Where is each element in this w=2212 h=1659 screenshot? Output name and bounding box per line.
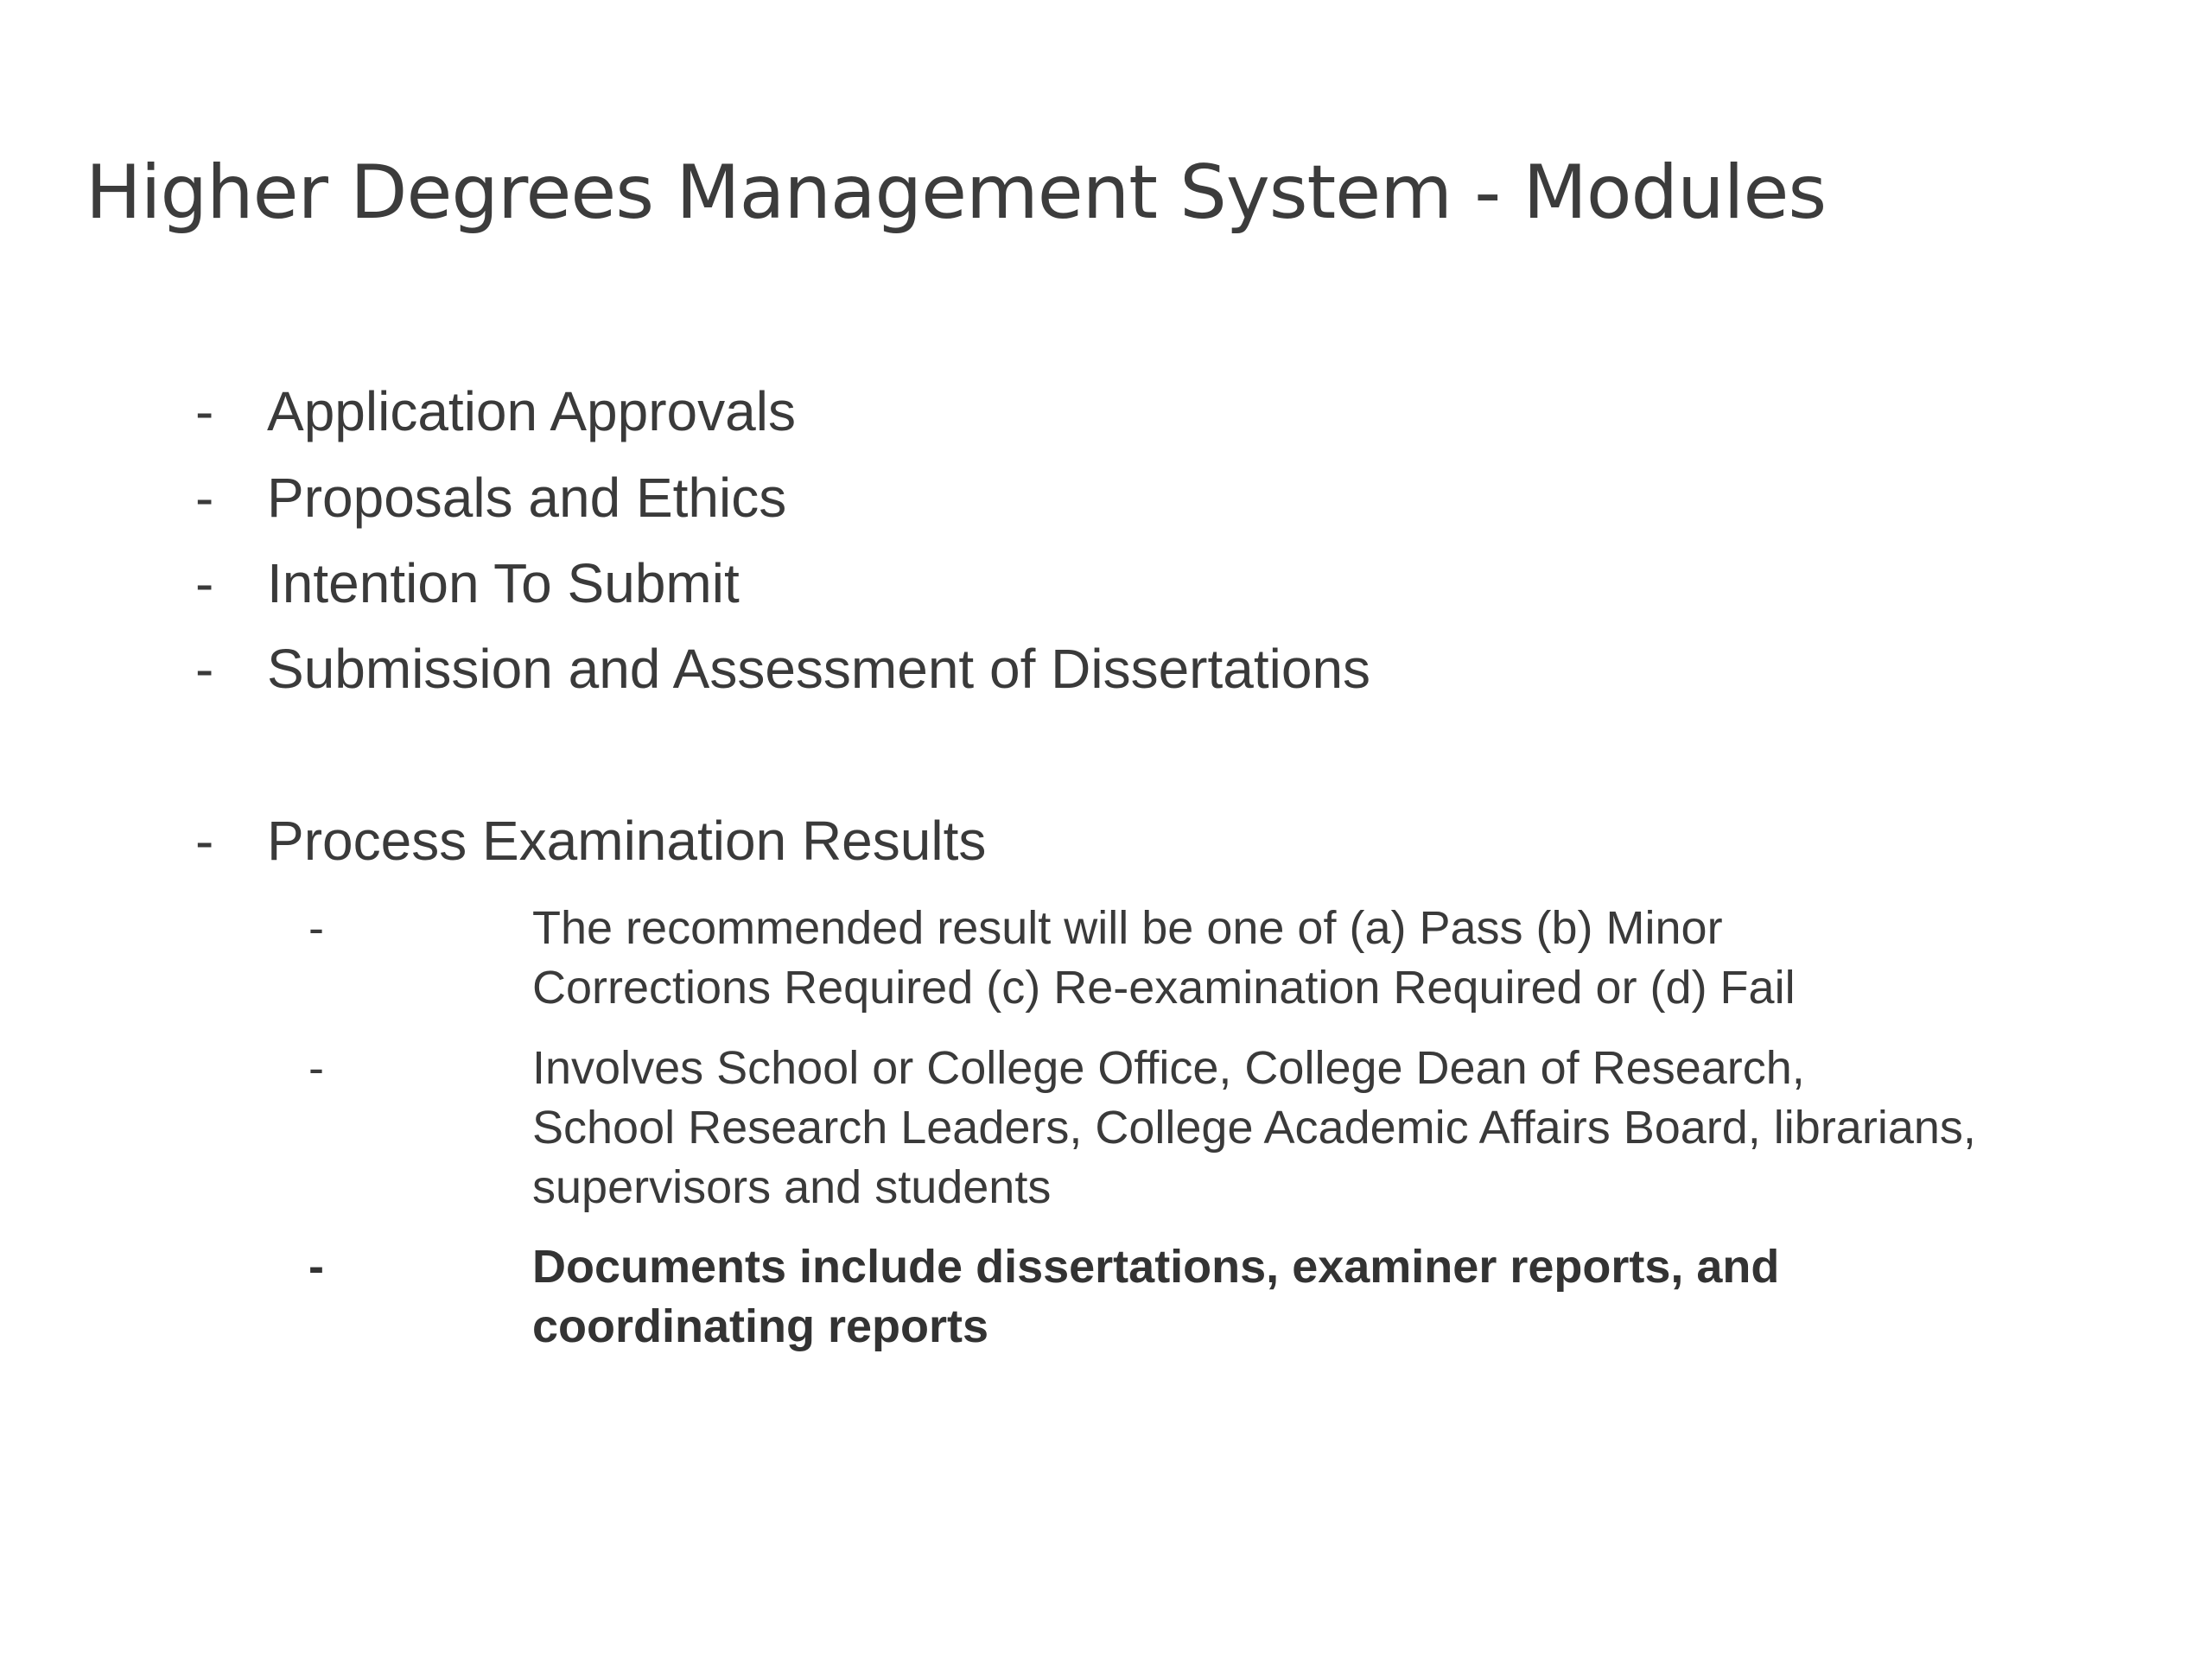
bullet-dash: - bbox=[195, 810, 214, 872]
module-proposals-and-ethics: Proposals and Ethics bbox=[267, 467, 787, 529]
sub-point-recommended-result: The recommended result will be one of (a) Pass (b) Minor Corrections Required (c) Re-examination Required or (d) Fail bbox=[532, 902, 1796, 1014]
bullet-dash: - bbox=[195, 467, 214, 529]
bullet-dash: - bbox=[195, 638, 214, 700]
sub-point-documents: Documents include dissertations, examiner reports, and coordinating reports bbox=[532, 1241, 1780, 1352]
module-intention-to-submit: Intention To Submit bbox=[267, 552, 740, 614]
bullet-dash: - bbox=[195, 552, 214, 614]
module-process-examination-results: Process Examination Results bbox=[267, 810, 987, 872]
bullet-dash: - bbox=[195, 380, 214, 442]
sub-point-involves: Involves School or College Office, College Dean of Research, School Research Leaders, College Academic Affairs Board, librarians, supervisors and students bbox=[532, 1042, 1976, 1213]
slide-title: Higher Degrees Management System - Modules bbox=[86, 149, 1827, 236]
bullet-dash: - bbox=[308, 902, 324, 954]
module-application-approvals: Application Approvals bbox=[267, 380, 796, 442]
bullet-dash: - bbox=[308, 1042, 324, 1094]
bullet-dash: - bbox=[308, 1241, 324, 1293]
module-submission-and-assessment: Submission and Assessment of Dissertations bbox=[267, 638, 1371, 700]
